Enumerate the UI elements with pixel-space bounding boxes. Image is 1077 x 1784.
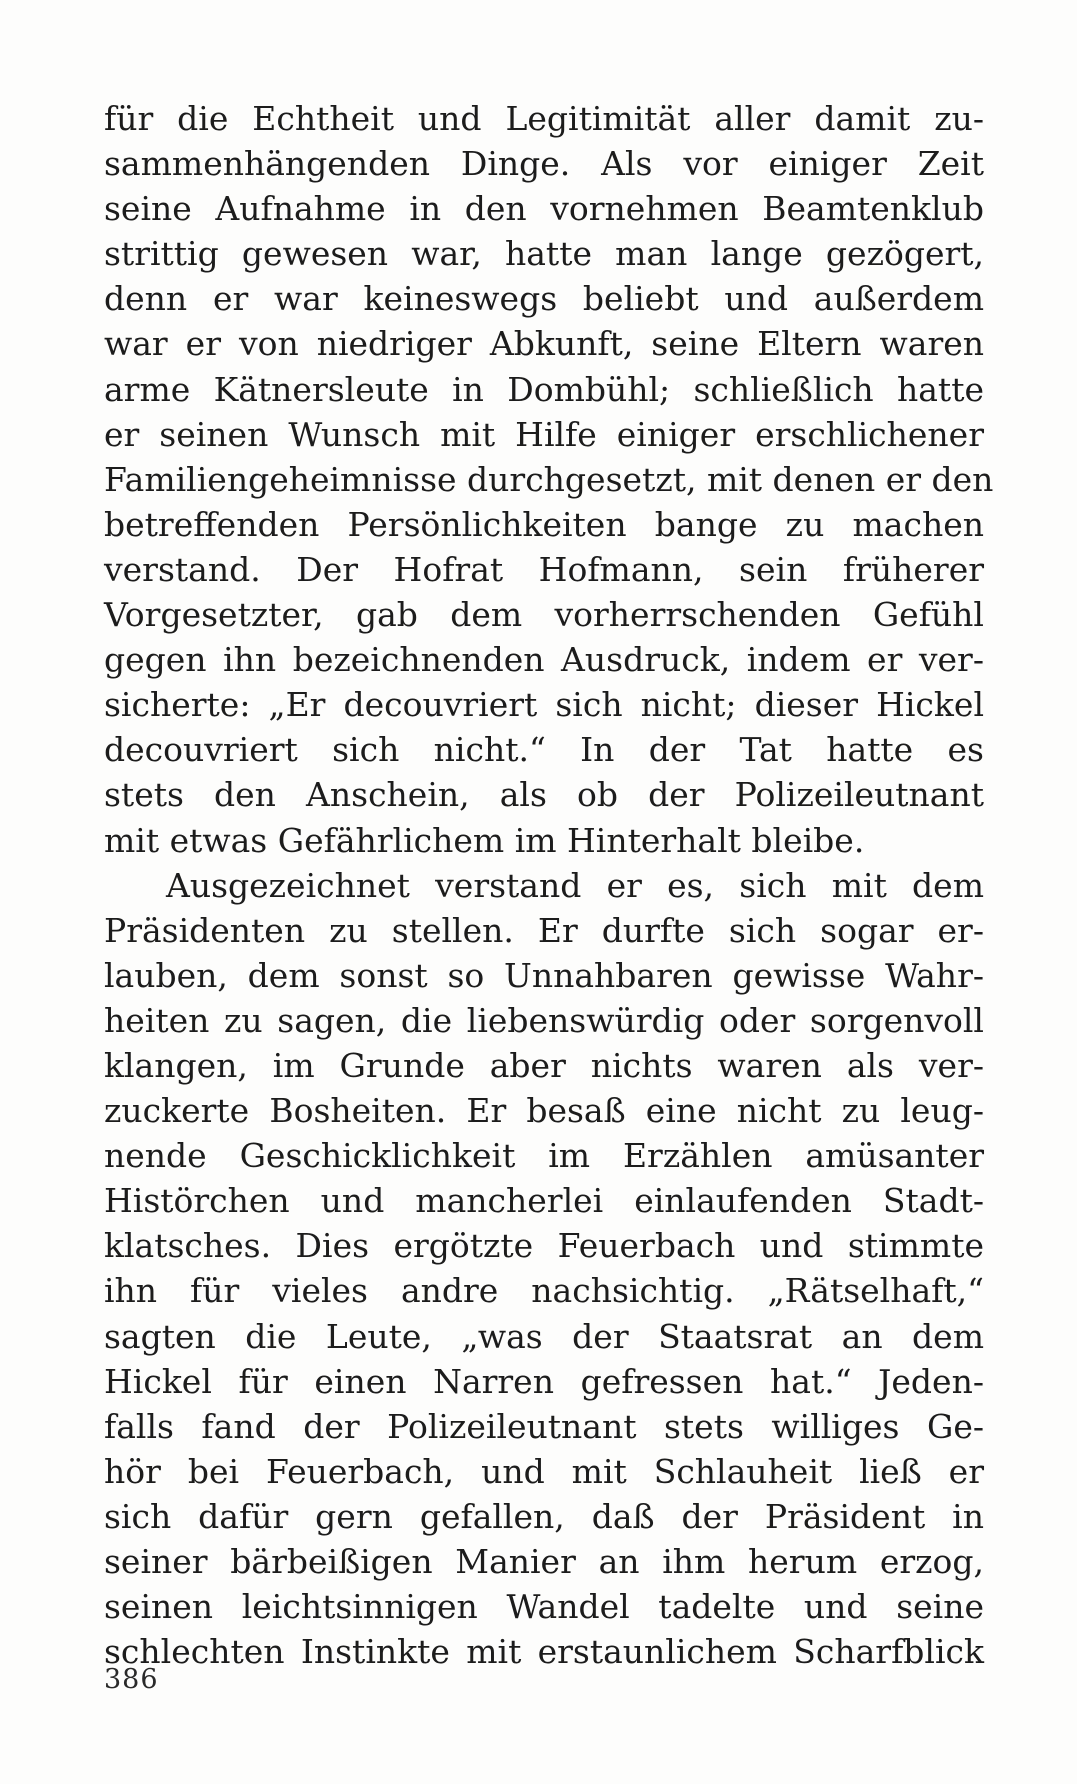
text-line: stets den Anschein, als ob der Polizeileutnant xyxy=(104,775,984,815)
text-line: strittig gewesen war, hatte man lange gezögert, xyxy=(104,234,984,274)
text-line: betreffenden Persönlichkeiten bange zu machen xyxy=(104,504,984,544)
text-line: ihn für vieles andre nachsichtig. „Rätselhaft,“ xyxy=(104,1271,984,1311)
text-line: war er von niedriger Abkunft, seine Eltern waren xyxy=(104,324,984,364)
body-text xyxy=(104,96,994,1674)
text-line: seiner bärbeißigen Manier an ihm herum erzog, xyxy=(104,1542,984,1581)
text-line: seinen leichtsinnigen Wandel tadelte und seine xyxy=(104,1587,984,1627)
text-line: sich dafür gern gefallen, daß der Präsident in xyxy=(104,1496,984,1536)
text-line: sicherte: „Er decouvriert sich nicht; dieser Hickel xyxy=(104,685,984,725)
text-line: klangen, im Grunde aber nichts waren als ver- xyxy=(104,1045,984,1085)
text-line: nende Geschicklichkeit im Erzählen amüsanter xyxy=(104,1136,984,1176)
text-line: hör bei Feuerbach, und mit Schlauheit ließ er xyxy=(104,1451,984,1491)
text-line: sammenhängenden Dinge. Als vor einiger Zeit xyxy=(104,144,984,184)
text-line: verstand. Der Hofrat Hofmann, sein früherer xyxy=(104,549,984,589)
paragraph-start-line: Ausgezeichnet verstand er es, sich mit dem xyxy=(166,865,984,905)
text-line: zuckerte Bosheiten. Er besaß eine nicht zu leug- xyxy=(104,1091,984,1131)
text-line: Histörchen und mancherlei einlaufenden Stadt- xyxy=(104,1181,984,1221)
text-line: denn er war keineswegs beliebt und außerdem xyxy=(104,279,984,319)
text-line: für die Echtheit und Legitimität aller damit zu- xyxy=(104,99,984,138)
text-line: er seinen Wunsch mit Hilfe einiger erschlichener xyxy=(104,414,984,454)
text-line: Vorgesetzter, gab dem vorherrschenden Gefühl xyxy=(104,595,984,635)
text-line: decouvriert sich nicht.“ In der Tat hatte es xyxy=(104,730,984,770)
text-line: Familiengeheimnisse durchgesetzt, mit denen er den xyxy=(104,459,994,499)
text-line: lauben, dem sonst so Unnahbaren gewisse Wahr- xyxy=(104,955,984,995)
text-line: seine Aufnahme in den vornehmen Beamtenklub xyxy=(104,189,984,229)
text-line: gegen ihn bezeichnenden Ausdruck, indem er ver- xyxy=(104,640,984,680)
text-line: Hickel für einen Narren gefressen hat.“ Jeden- xyxy=(104,1361,984,1401)
text-line: Präsidenten zu stellen. Er durfte sich sogar er- xyxy=(104,910,984,950)
text-line: arme Kätnersleute in Dombühl; schließlich hatte xyxy=(104,369,984,409)
text-line: heiten zu sagen, die liebenswürdig oder sorgenvoll xyxy=(104,1000,984,1040)
text-line: falls fand der Polizeileutnant stets williges Ge- xyxy=(104,1406,984,1446)
page-number: 386 xyxy=(104,1664,159,1695)
text-line: sagten die Leute, „was der Staatsrat an dem xyxy=(104,1316,984,1356)
text-line: klatsches. Dies ergötzte Feuerbach und stimmte xyxy=(104,1226,984,1266)
paragraph-end-line: mit etwas Gefährlichem im Hinterhalt bleibe. xyxy=(104,820,865,860)
text-line: schlechten Instinkte mit erstaunlichem Scharfblick xyxy=(104,1632,984,1672)
